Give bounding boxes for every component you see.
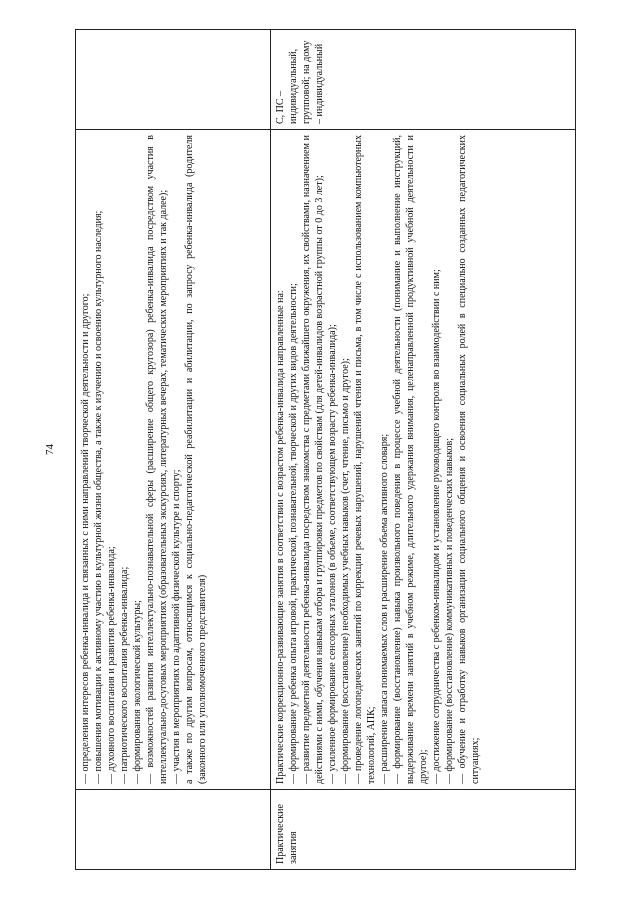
topic-cell <box>76 790 271 870</box>
services-table <box>75 29 576 870</box>
list-item: — возможностей развития интеллектуально-познавательной сферы (расширение общего кругозора) ребенка-инвалида посредством участия в интеллектуально-досуговых мероприятиях (образовательных экскурсиях, литературных вечерах, тематических мероприятиях и так далее); <box>145 135 169 784</box>
form-cell: С, ПС – индивидуальный, групповой; на дому – индивидуальный <box>271 30 576 130</box>
list-item: — формирование (восстановление) необходимых учебных навыков (счет, чтение, письмо и другое); <box>340 358 351 784</box>
list-item: — формирование (восстановление) навыка произвольного поведения в процессе учебной деятельности (понимание и выполнение инструкций, выдерживание времени занятий в учебном режиме, длительного удержания внимания, целенаправленной продуктивной учебной деятельности и другое); <box>392 135 429 784</box>
topic-cell: Практические занятия <box>271 790 576 870</box>
list-item: — развитие предметной деятельности ребенка-инвалида посредством знакомства с предметами ближайшего окружения, их свойствами, назначением и действиями с ними, обучения навыкам отбора и группировки предметов по свойствам (для детей-инвалидов возрастной группы от 0 до 3 лет); <box>301 135 325 784</box>
list-item: — повышения мотивации к активному участию в культурной жизни общества, а также к изучению и освоению культурного наследия; <box>93 210 104 784</box>
list-item: — обучение и отработку навыков организации социального общения и освоения социальных ролей в специально созданных педагогических ситуациях; <box>457 135 481 784</box>
list-item: — определения интересов ребенка-инвалида и связанных с ними направлений творческой деятельности и другого; <box>80 293 91 784</box>
list-item: — расширение запаса понимаемых слов и расширение объема активного словаря; <box>379 433 390 784</box>
list-item: — достижение сотрудничества с ребенком-инвалидом и установление руководящего контроля во взаимодействии с ним; <box>431 269 442 784</box>
table-row <box>76 30 271 870</box>
list-item: — усиленное формирование сенсорных эталонов (в объеме, соответствующем возрасту ребенка-инвалида); <box>327 324 338 784</box>
list-item: — духовного воспитания и развития ребенка-инвалида; <box>106 546 117 784</box>
page-number: 74 <box>44 444 56 455</box>
list-item: — патриотического воспитания ребенка-инвалида; <box>119 566 130 784</box>
list-item: Практические коррекционно-развивающие занятия в соответствии с возрастом ребенка-инвалида направленные на: <box>275 290 286 784</box>
content-cell <box>271 130 576 790</box>
list-item: а также по другим вопросам, относящимся к социально-педагогической реабилитации и абилитации, по запросу ребенка-инвалида (родителя (законного или уполномоченного представителя) <box>184 135 208 784</box>
list-item: — формирование у ребенка опыта игровой, практической, познавательной, творческой и других видов деятельности; <box>288 283 299 784</box>
form-cell <box>76 30 271 130</box>
list-item: — проведение логопедических занятий по коррекции речевых нарушений, нарушений чтения и письма, в том числе с использованием компьютерных технологий, АПК; <box>353 135 377 784</box>
content-cell <box>76 130 271 790</box>
rotated-table-container <box>75 30 575 870</box>
list-item: — формирование (восстановление) коммуникативных и поведенческих навыков; <box>444 438 455 784</box>
list-item: — формирования экологической культуры; <box>132 600 143 784</box>
table-row <box>271 30 576 870</box>
list-item: — участия в мероприятиях по адаптивной физической культуре и спорту; <box>171 469 182 784</box>
